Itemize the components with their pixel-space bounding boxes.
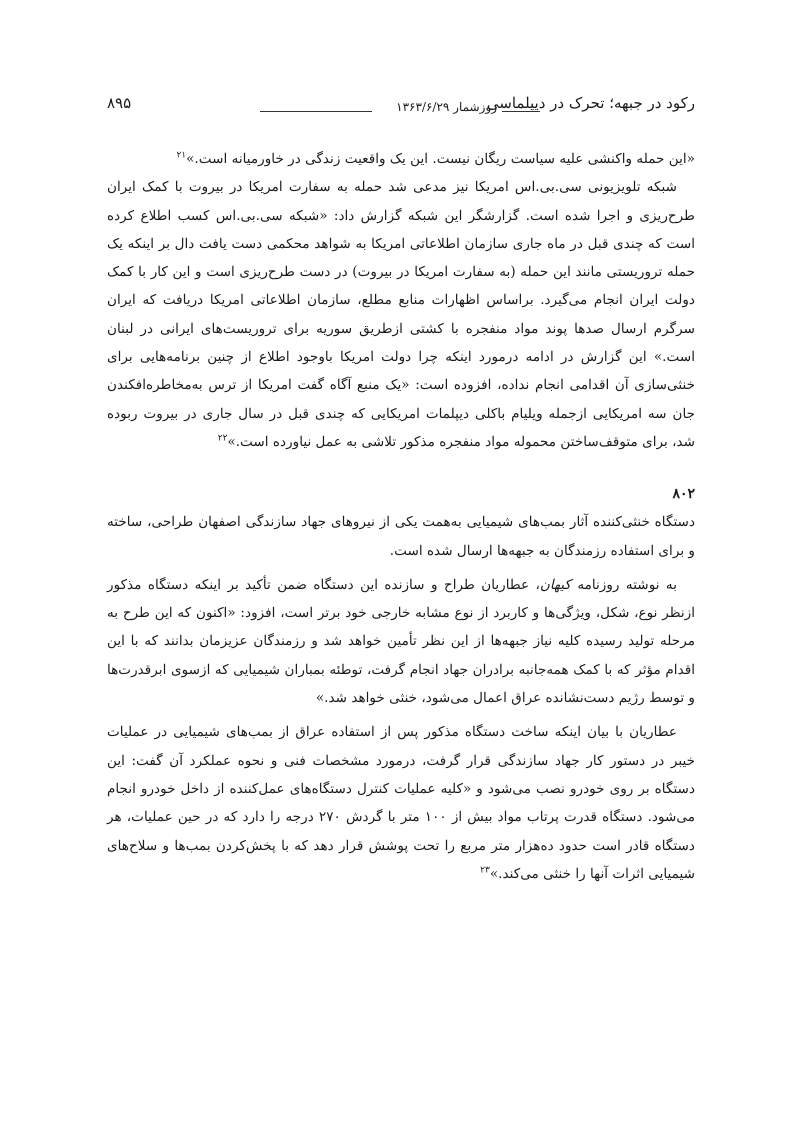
paragraph-text: «این حمله واکنشی علیه سیاست ریگان نیست. این یک واقعیت زندگی در خاورمیانه است.»	[186, 151, 695, 167]
paragraph-device-specs	[107, 718, 695, 888]
paragraph-kayhan-report	[107, 571, 695, 712]
page-number: ۸۹۵	[107, 94, 132, 112]
section-spacer	[107, 456, 695, 480]
body-text	[107, 145, 695, 888]
paragraph-text: ، عطاریان طراح و سازنده این دستگاه ضمن تأکید بر اینکه دستگاه مذکور ازنظر نوع، شکل، ویژگی‌ها و کاربرد از نوع مشابه خارجی خود برتر است، افزود: «اکنون که این طرح به مرحله تولید رسیده کلیه نیاز جبهه‌ها از این نظر تأمین خواهد شد و رزمندگان عزیزمان بدانند که با این اقدام مؤثر که با کمک همه‌جانبه برادران جهاد انجام گرفت، توطئه بمباران شیمیایی که ازسوی ابرقدرت‌ها و توسط رژیم دست‌نشانده عراق اعمال می‌شود، خنثی خواهد شد.»	[107, 576, 695, 707]
footnote-marker: ۲۲	[217, 433, 228, 444]
paragraph-device-intro	[107, 508, 695, 565]
page-header	[107, 92, 695, 122]
paragraph-text: دستگاه خنثی‌کننده آثار بمب‌های شیمیایی به‌همت یکی از نیروهای جهاد سازندگی اصفهان طراحی، ساخته و برای استفاده رزمندگان به جبهه‌ها ارسال شده است.	[107, 514, 695, 559]
running-title: رکود در جبهه؛ تحرک در دیپلماسی	[486, 94, 695, 112]
header-date: روزشمار ۱۳۶۳/۶/۲۹	[396, 100, 497, 114]
paragraph-quote	[107, 145, 695, 173]
paragraph-text: شبکه تلویزیونی سی.بی.اس امریکا نیز مدعی شد حمله به سفارت امریکا در بیروت با کمک ایران طرح‌ریزی و اجرا شده است. گزارشگر این شبکه گزارش داد: «شبکه سی.بی.اس کسب اطلاع کرده است که چندی قبل در ماه جاری سازمان اطلاعاتی امریکا به شواهد محکمی دست یافت دال بر اینکه یک حمله تروریستی مانند این حمله (به سفارت امریکا در بیروت) در دست طرح‌ریزی است و این کار با کمک دولت ایران انجام می‌گیرد. براساس اظهارات منابع مطلع، سازمان اطلاعاتی امریکا دریافت که ایران سرگرم ارسال صدها پوند مواد منفجره با کشتی ازطریق سوریه برای تروریست‌های ایرانی در لبنان است.» این گزارش در ادامه درمورد اینکه چرا دولت امریکا باوجود اطلاع از چنین برنامه‌هایی برای خنثی‌سازی آن اقدامی انجام نداده، افزوده است: «یک منبع آگاه گفت امریکا از ترس به‌مخاطره‌افکندن جان سه امریکایی ازجمله ویلیام باکلی دیپلمات امریکایی که چندی قبل در سال جاری در بیروت ربوده شد، برای متوقف‌ساختن محموله مواد منفجره مذکور تلاشی به عمل نیاورده است.»	[107, 179, 695, 450]
paragraph-text: به نوشته روزنامه	[577, 576, 677, 593]
footnote-marker: ۲۳	[480, 865, 490, 876]
newspaper-name: کیهان	[539, 576, 571, 593]
header-rule	[502, 111, 540, 112]
paragraph-text: عطاریان با بیان اینکه ساخت دستگاه مذکور پس از استفاده عراق از بمب‌های شیمیایی در عملیات خیبر در دستور کار جهاد سازندگی قرار گرفت، درمورد مشخصات فنی و نحوه عملکرد آن گفت: این دستگاه بر روی خودرو نصب می‌شود و «کلیه عملیات کنترل دستگاه‌های عمل‌کننده از داخل خودرو انجام می‌شود. دستگاه قدرت پرتاب مواد بیش از ۱۰۰ متر با گردش ۲۷۰ درجه را دارد که در حین عملیات، هر دستگاه قادر است حدود ده‌هزار متر مربع را تحت پوشش قرار دهد که با پخش‌کردن بمب‌ها و سلاح‌های شیمیایی اثرات آنها را خنثی می‌کند.»	[107, 724, 695, 882]
paragraph-cbs-report	[107, 173, 695, 456]
section-number: ۸۰۲	[672, 486, 695, 503]
header-rule	[260, 111, 372, 112]
footnote-marker: ۲۱	[176, 150, 187, 161]
